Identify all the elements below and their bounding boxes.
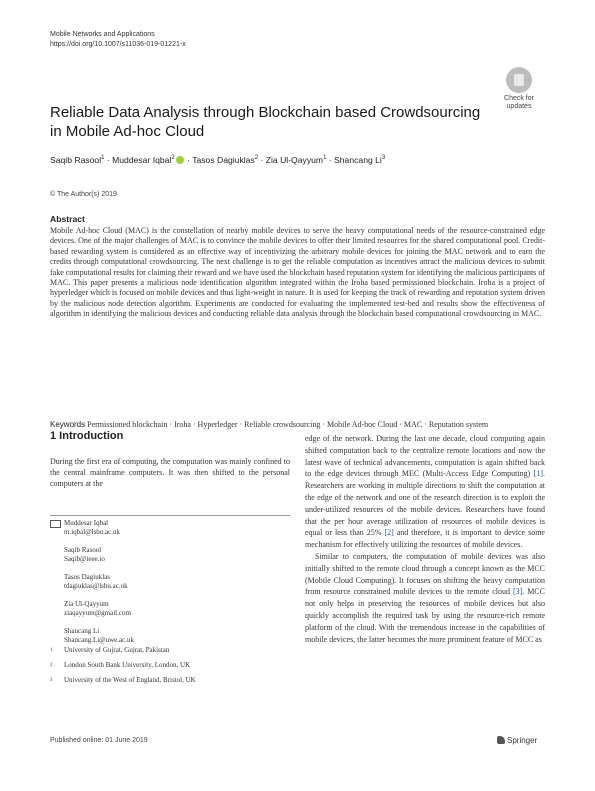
author-name[interactable]: Tasos Dagiuklas xyxy=(192,155,255,165)
author-affiliation: 3 xyxy=(381,155,386,162)
author-affiliation: 2 xyxy=(171,155,175,162)
springer-horse-icon xyxy=(497,736,505,744)
abstract-heading: Abstract xyxy=(50,214,85,224)
affiliation-text: University of the West of England, Bristol, UK xyxy=(64,676,196,684)
contact-entry xyxy=(64,600,294,618)
text-run: Similar to computers, the computation of mobile devices was also initially shifted to the remote cloud through a concept known as the MCC (Mobile Cloud Computing). It focuses on shifting the heavy computation from resource constrained mobile devices to the remote cloud xyxy=(305,551,545,597)
contact-email[interactable]: ziaqayyum@gmail.com xyxy=(64,609,131,617)
publisher-name: Springer xyxy=(507,736,538,745)
text-run: . Researchers are working in multiple directions to shift the computation at the edge of the network and one of the research direction is to exploit the under-utilized resources of the mobile devices. Researchers have found that the per hour average utilization of resources of mobile devices is equal or less than 25% xyxy=(305,469,545,538)
intro-column-left: During the first era of computing, the computation was mainly confined to the central mainframe computers. It was then shifted to the personal computers at the xyxy=(50,457,290,488)
text-run: edge of the network. During the last one decade, cloud computing again shifted computation back to the centralize remote locations and now the latest wave of technical advancements, computation is again shifted back to the edge devices through MEC (Multi-Access Edge Computing) xyxy=(305,434,545,479)
citation-link[interactable]: [2] xyxy=(384,528,394,538)
author-name[interactable]: Muddesar Iqbal xyxy=(112,155,172,165)
contact-email[interactable]: m.iqbal@lsbu.ac.uk xyxy=(64,528,121,536)
journal-name: Mobile Networks and Applications xyxy=(50,31,155,38)
contact-entry xyxy=(64,573,294,591)
author-affiliation: 2 xyxy=(254,155,259,162)
affiliation-number: 1 xyxy=(50,648,53,653)
author-list: Saqib Rasool$^1$ · Muddesar Iqbal$^2$ · Tasos Dagiuklas$^2$ · Zia Ul-Qayyum$^1$ · Shancang Li$^3$ xyxy=(50,155,386,165)
badge-label-2: updates xyxy=(506,103,532,110)
contact-entry xyxy=(64,519,294,537)
contact-list xyxy=(64,519,294,654)
affiliation-number: 2 xyxy=(50,663,53,668)
intro-paragraph xyxy=(305,551,545,645)
author-name[interactable]: Saqib Rasool xyxy=(50,155,102,165)
contact-email[interactable]: Saqib@ieee.io xyxy=(64,555,105,563)
footnote-divider xyxy=(50,515,290,516)
text-run: and therefore, it is important to device some mechanism for effectively utilizing the resources of mobile devices. xyxy=(305,528,545,550)
contact-name: Saqib Rasool xyxy=(64,546,102,554)
envelope-icon xyxy=(50,520,61,528)
affiliation-number: 3 xyxy=(50,678,53,683)
contact-entry xyxy=(64,546,294,564)
check-updates-icon xyxy=(506,67,532,93)
intro-column-right xyxy=(305,433,545,645)
check-for-updates-badge[interactable] xyxy=(497,67,541,122)
contact-name: Zia Ul-Qayyum xyxy=(64,600,109,608)
contact-name: Tasos Dagiuklas xyxy=(64,573,110,581)
citation-link[interactable]: [1] xyxy=(533,469,543,479)
contact-email[interactable]: Shancang.Li@uwe.ac.uk xyxy=(64,636,135,644)
keywords-block xyxy=(50,420,545,430)
contact-name: Shancang Li xyxy=(64,627,100,635)
copyright-notice: © The Author(s) 2019 xyxy=(50,191,117,198)
published-date: Published online: 01 June 2019 xyxy=(50,737,148,744)
text-run: . MCC not only helps in preserving the resources of mobile devices but also quickly accomplish the required task by using the resource-rich remote platform of the cloud. With the tremendous increase in the capabilities of mobile devices, the latter becomes the more prominent feature of MCC as xyxy=(305,587,545,644)
affiliation-entry xyxy=(50,661,290,670)
affiliation-entry xyxy=(50,676,290,685)
affiliation-list xyxy=(50,646,290,691)
author-name[interactable]: Shancang Li xyxy=(334,155,382,165)
badge-label-1: Check for xyxy=(504,95,534,102)
keywords-text: Permissioned blockchain · Iroha · Hyperledger · Reliable crowdsourcing · Mobile Ad-hoc Cloud · MAC · Reputation system xyxy=(87,420,489,429)
paper-title: Reliable Data Analysis through Blockchain based Crowdsourcing in Mobile Ad-hoc Cloud xyxy=(50,104,481,140)
citation-link[interactable]: [3] xyxy=(512,587,523,597)
journal-doi[interactable]: https://doi.org/10.1007/s11036-019-01221-x xyxy=(50,41,186,48)
publisher-logo xyxy=(497,736,537,745)
contact-entry xyxy=(64,627,294,645)
abstract-text: Mobile Ad-hoc Cloud (MAC) is the constellation of nearby mobile devices to serve the heavy computational needs of the resource-constrained edge devices. One of the major challenges of MAC is to convince the mobile devices to offer their limited resources for the shared computational pool. Credit-based rewarding system is considered as an effective way of incentivizing the arbitrary mobile devices for joining the MAC network and to earn the credits through computational crowdsourcing. The next challenge is to get the reliable computation as incentives attract the malicious devices to submit fake computational results for claiming their reward and we have used the blockchain based reputation system for identifying the malicious participants of MAC. This paper presents a malicious node identification algorithm integrated within the Iroha based permissioned blockchain. Iroha is a project of hyperledger which is focused on mobile devices and thus light-weight in nature. It is used for keeping the track of rewarding and reputation system driven by the malicious node detection algorithm. Experiments are conducted for evaluating the implemented test-bed and results show the effectiveness of algorithm in identifying the malicious devices and conducting reliable data analysis through the blockchain based computational crowdsourcing in MAC. xyxy=(50,226,545,319)
affiliation-entry xyxy=(50,646,290,655)
author-affiliation: 1 xyxy=(323,155,327,162)
author-affiliation: 1 xyxy=(101,155,105,162)
affiliation-text: University of Gujrat, Gujrat, Pakistan xyxy=(64,646,170,654)
orcid-icon[interactable] xyxy=(176,156,184,164)
affiliation-text: London South Bank University, London, UK xyxy=(64,661,191,669)
intro-paragraph xyxy=(305,433,545,551)
contact-name: Muddesar Iqbal xyxy=(64,519,109,527)
journal-header xyxy=(50,30,186,50)
section-heading: 1 Introduction xyxy=(50,430,124,442)
author-name[interactable]: Zia Ul-Qayyum xyxy=(265,155,324,165)
contact-email[interactable]: tdagiuklas@lsbu.ac.uk xyxy=(64,582,128,590)
keywords-label: Keywords xyxy=(50,420,86,429)
